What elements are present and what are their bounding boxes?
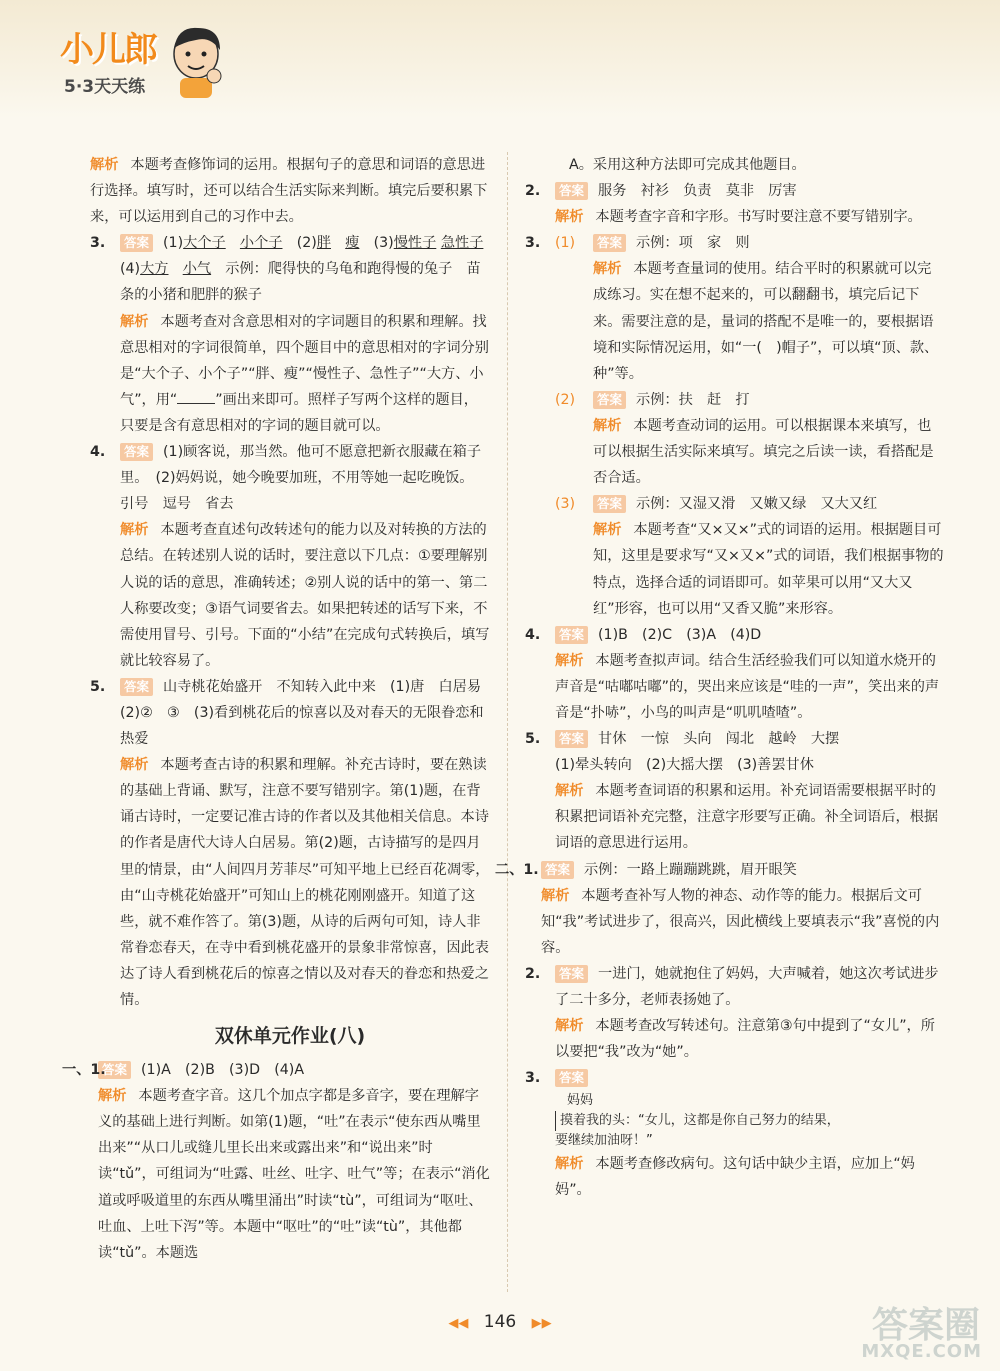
answer-label: 答案 xyxy=(120,678,153,696)
analysis-block xyxy=(98,1083,490,1266)
section-2-question-3 xyxy=(525,1065,945,1203)
answer-text: 示例：一路上蹦蹦跳跳，眉开眼笑 xyxy=(584,861,797,878)
underline-blank xyxy=(177,389,215,404)
section-2-question-2 xyxy=(525,961,945,1065)
analysis-text: 本题考查改写转述句。注意第③句中提到了“女儿”，所以要把“我”改为“她”。 xyxy=(555,1018,935,1061)
answer-label: 答案 xyxy=(555,965,588,983)
answer-label: 答案 xyxy=(541,861,574,879)
analysis-text: 本题考查量词的使用。结合平时的积累就可以完成练习。实在想不起来的，可以翻翻书，填完后记下来。需要注意的是，量词的搭配不是唯一的，要根据语境和实际情况运用，如“一( )帽子”，可以填“顶、款、种”等。 xyxy=(593,261,939,382)
answer-label: 答案 xyxy=(555,730,588,748)
page-number: 146 xyxy=(483,1312,517,1332)
analysis-text: 本题考查拟声词。结合生活经验我们可以知道水烧开的声音是“咕嘟咕嘟”的，哭出来应该是“哇的一声”，笑出来的声音是“扑哧”，小鸟的叫声是“叽叽喳喳”。 xyxy=(555,652,940,721)
brand-name: 小儿郎 xyxy=(60,30,156,70)
answer-block xyxy=(555,178,945,204)
answer-label: 答案 xyxy=(120,234,153,252)
analysis-label: 解析 xyxy=(555,783,584,800)
question-number: 一、1. xyxy=(62,1062,106,1079)
answer-text: 一进门，她就抱住了妈妈，大声喊着，她这次考试进步了二十多分，老师表扬她了。 xyxy=(555,965,939,1008)
question-number: 3. xyxy=(525,1070,541,1087)
answer-label: 答案 xyxy=(120,443,153,461)
sub-question-2 xyxy=(555,387,945,491)
answer-label: 答案 xyxy=(555,182,588,200)
analysis-label: 解析 xyxy=(120,757,149,774)
question-4 xyxy=(90,439,490,674)
answer-word: 胖 xyxy=(316,235,331,252)
brand-logo xyxy=(60,22,230,102)
analysis-label: 解析 xyxy=(593,417,622,434)
analysis-text: ”画出来即可。照样子写两个这样的题目，只要是含有意思相对的字词的题目就可以。 xyxy=(120,391,478,434)
analysis-block xyxy=(555,204,945,230)
sub-number: (1) xyxy=(555,235,576,252)
analysis-label: 解析 xyxy=(120,522,149,539)
question-number: 3. xyxy=(525,235,541,252)
sub-number: (3) xyxy=(555,496,576,513)
corrected-line-1: 摸着我的头：“女儿，这都是你自己努力的结果， xyxy=(555,1111,840,1131)
question-5 xyxy=(90,674,496,1013)
answer-text-2: (1)晕头转向 (2)大摇大摆 (3)善罢甘休 xyxy=(555,757,814,774)
analysis-label: 解析 xyxy=(90,157,119,173)
column-divider xyxy=(507,152,509,1292)
analysis-label: 解析 xyxy=(555,1156,584,1173)
analysis-label: 解析 xyxy=(98,1088,127,1105)
sub-number: (2) xyxy=(555,391,576,408)
answer-text: 示例：扶 赶 打 xyxy=(636,391,750,408)
watermark-logo xyxy=(813,1297,988,1367)
analysis-text: 本题考查对含意思相对的字词题目的积累和理解。找意思相对的字词很简单，四个题目中的意思相对的字词分别是“大个子、小个子”“胖、瘦”“慢性子、急性子”“大方、小气”，用“ xyxy=(120,313,489,408)
analysis-block xyxy=(120,752,490,1013)
q2-analysis xyxy=(90,152,490,230)
answer-word: 大方 xyxy=(140,261,169,278)
question-3 xyxy=(525,230,945,621)
answer-block xyxy=(120,230,490,308)
mascot-icon xyxy=(166,24,228,100)
corrected-line-2: 要继续加油呀！” xyxy=(555,1133,653,1149)
answer-text: 甘休 一惊 头向 闯北 越岭 大摆 xyxy=(598,731,840,748)
answer-block xyxy=(120,674,496,752)
answer-part: (3) xyxy=(373,235,394,252)
correction-answer xyxy=(555,1091,945,1151)
section-1-question-1 xyxy=(62,1057,490,1266)
question-number: 3. xyxy=(90,235,106,252)
question-number: 4. xyxy=(525,626,541,643)
question-number: 2. xyxy=(525,965,541,982)
analysis-label: 解析 xyxy=(593,522,622,539)
page-header xyxy=(0,0,1000,118)
analysis-block xyxy=(120,517,490,674)
analysis-text: 本题考查字音。这几个加点字都是多音字，要在理解字义的基础上进行判断。如第(1)题，“吐”在表示“使东西从嘴里出来”“从口儿或缝儿里长出来或露出来”和“说出来”时读“tǔ”，可组词为“吐露、吐丝、吐字、吐气”等；在表示“消化道或呼吸道里的东西从嘴里涌出”时读“tù”，可组词为“呕吐、吐血、上吐下泻”等。本题中“呕吐”的“吐”读“tù”，其他都读“tǔ”。本题选 xyxy=(98,1088,490,1261)
analysis-text: 本题考查古诗的积累和理解。补充古诗时，要在熟读的基础上背诵、默写，注意不要写错别字。第(1)题，在背诵古诗时，一定要记准古诗的作者以及其他相关信息。本诗的作者是唐代大诗人白居易。第(2)题，古诗描写的是四月里的情景，由“人间四月芳菲尽”可知平地上已经百花凋零，由“山寺桃花始盛开”可知山上的桃花刚刚盛开。知道了这些，就不难作答了。第(3)题，从诗的后两句可知，诗人非常眷恋春天，在寺中看到桃花盛开的景象非常惊喜，因此表达了诗人看到桃花后的惊喜之情以及对春天的眷恋和热爱之情。 xyxy=(120,757,490,1008)
answer-word: 小个子 xyxy=(239,235,283,252)
answer-word: 急性子 xyxy=(440,235,484,252)
analysis-label: 解析 xyxy=(120,313,149,330)
answer-block xyxy=(120,439,490,517)
answer-label: 答案 xyxy=(555,626,588,644)
watermark-url: MXQE.COM xyxy=(861,1341,982,1362)
question-2 xyxy=(525,178,945,230)
sub-question-3 xyxy=(555,491,945,621)
sub-question-1 xyxy=(555,230,945,387)
question-4 xyxy=(525,622,945,726)
next-arrows-icon: ▶▶ xyxy=(531,1316,552,1331)
analysis-label: 解析 xyxy=(555,1018,584,1035)
answer-part: 示例：爬得快的乌龟和跑得慢的兔子 苗条的小猪和肥胖的猴子 xyxy=(120,261,481,304)
answer-text: (1)B (2)C (3)A (4)D xyxy=(598,626,762,643)
answer-block xyxy=(98,1057,490,1083)
watermark-title: 答案圈 xyxy=(871,1305,980,1346)
analysis-label: 解析 xyxy=(555,652,584,669)
answer-part: (2) xyxy=(296,235,317,252)
answer-label: 答案 xyxy=(593,391,626,409)
analysis-text: 本题考查“又×又×”式的词语的运用。根据题目可知，这里是要求写“又×又×”式的词语，我们根据事物的特点，选择合适的词语即可。如苹果可以用“又大又红”形容，也可以用“又香又脆”来形容。 xyxy=(593,522,944,617)
answer-word: 瘦 xyxy=(345,235,360,252)
prev-arrows-icon: ◀◀ xyxy=(448,1316,469,1331)
answer-word: 大个子 xyxy=(183,235,226,252)
analysis-label: 解析 xyxy=(541,887,570,904)
answer-part: (4) xyxy=(120,261,141,278)
answer-text: 示例：又湿又滑 又嫩又绿 又大又红 xyxy=(636,496,878,513)
brand-series: 5·3天天练 xyxy=(64,77,146,97)
question-number: 5. xyxy=(525,731,541,748)
question-number: 2. xyxy=(525,183,541,200)
question-number: 4. xyxy=(90,444,106,461)
question-5 xyxy=(525,726,945,856)
analysis-text: 本题考查动词的运用。可以根据课本来填写，也可以根据生活实际来填写。填完之后读一读，看搭配是否合适。 xyxy=(593,417,934,487)
answer-word: 小气 xyxy=(182,261,212,278)
continued-text: A。采用这种方法即可完成其他题目。 xyxy=(569,157,806,173)
question-number: 5. xyxy=(90,678,106,695)
answer-text: 服务 衬衫 负责 莫非 厉害 xyxy=(598,183,797,200)
analysis-text: 本题考查词语的积累和运用。补充词语需要根据平时的积累把词语补充完整，注意字形要写正确。补全词语后，根据词语的意思进行运用。 xyxy=(555,783,939,852)
question-number: 二、1. xyxy=(495,861,539,878)
analysis-text: 本题考查修改病句。这句话中缺少主语，应加上“妈妈”。 xyxy=(555,1156,915,1199)
question-3 xyxy=(90,230,490,439)
answer-label: 答案 xyxy=(593,495,626,513)
analysis-block xyxy=(120,309,490,439)
answer-label: 答案 xyxy=(98,1061,131,1079)
section-title: 双休单元作业(八) xyxy=(214,1025,366,1048)
answer-text: 山寺桃花始盛开 不知转入此中来 (1)唐 白居易 (2)② ③ (3)看到桃花后的惊喜以及对春天的无限眷恋和热爱 xyxy=(120,678,496,748)
analysis-label: 解析 xyxy=(593,261,622,278)
answer-text: (1)顾客说，那当然。他可不愿意把新衣服藏在箱子里。 (2)妈妈说，她今晚要加班，不用等她一起吃晚饭。 引号 逗号 省去 xyxy=(120,444,482,513)
answer-label: 答案 xyxy=(555,1069,588,1087)
answer-label: 答案 xyxy=(593,234,626,252)
answer-word: 慢性子 xyxy=(393,235,437,252)
analysis-text: 本题考查直述句改转述句的能力以及对转换的方法的总结。在转述别人说的话时，要注意以下几点：①要理解别人说的话的意思，准确转述；②别人说的话中的第一、第二人称要改变；③语气词要省去。如果把转述的话写下来，不需使用冒号、引号。下面的“小结”在完成句式转换后，填写就比较容易了。 xyxy=(120,522,490,669)
answer-text: (1)A (2)B (3)D (4)A xyxy=(141,1062,305,1079)
right-column xyxy=(495,152,945,1204)
analysis-label: 解析 xyxy=(555,209,584,226)
analysis-text: 本题考查字音和字形。书写时要注意不要写错别字。 xyxy=(595,209,922,226)
inserted-word: 妈妈 xyxy=(567,1093,594,1109)
analysis-text: 本题考查补写人物的神态、动作等的能力。根据后文可知“我”考试进步了，很高兴，因此横线上要填表示“我”喜悦的内容。 xyxy=(541,887,940,956)
answer-text: 示例：项 家 则 xyxy=(636,235,750,252)
answer-part: (1) xyxy=(163,235,184,252)
left-column xyxy=(62,152,496,1266)
section-2-question-1 xyxy=(495,857,945,961)
analysis-text: 本题考查修饰词的运用。根据句子的意思和词语的意思进行选择。填写时，还可以结合生活实际来判断。填完后要积累下来，可以运用到自己的习作中去。 xyxy=(90,157,488,226)
